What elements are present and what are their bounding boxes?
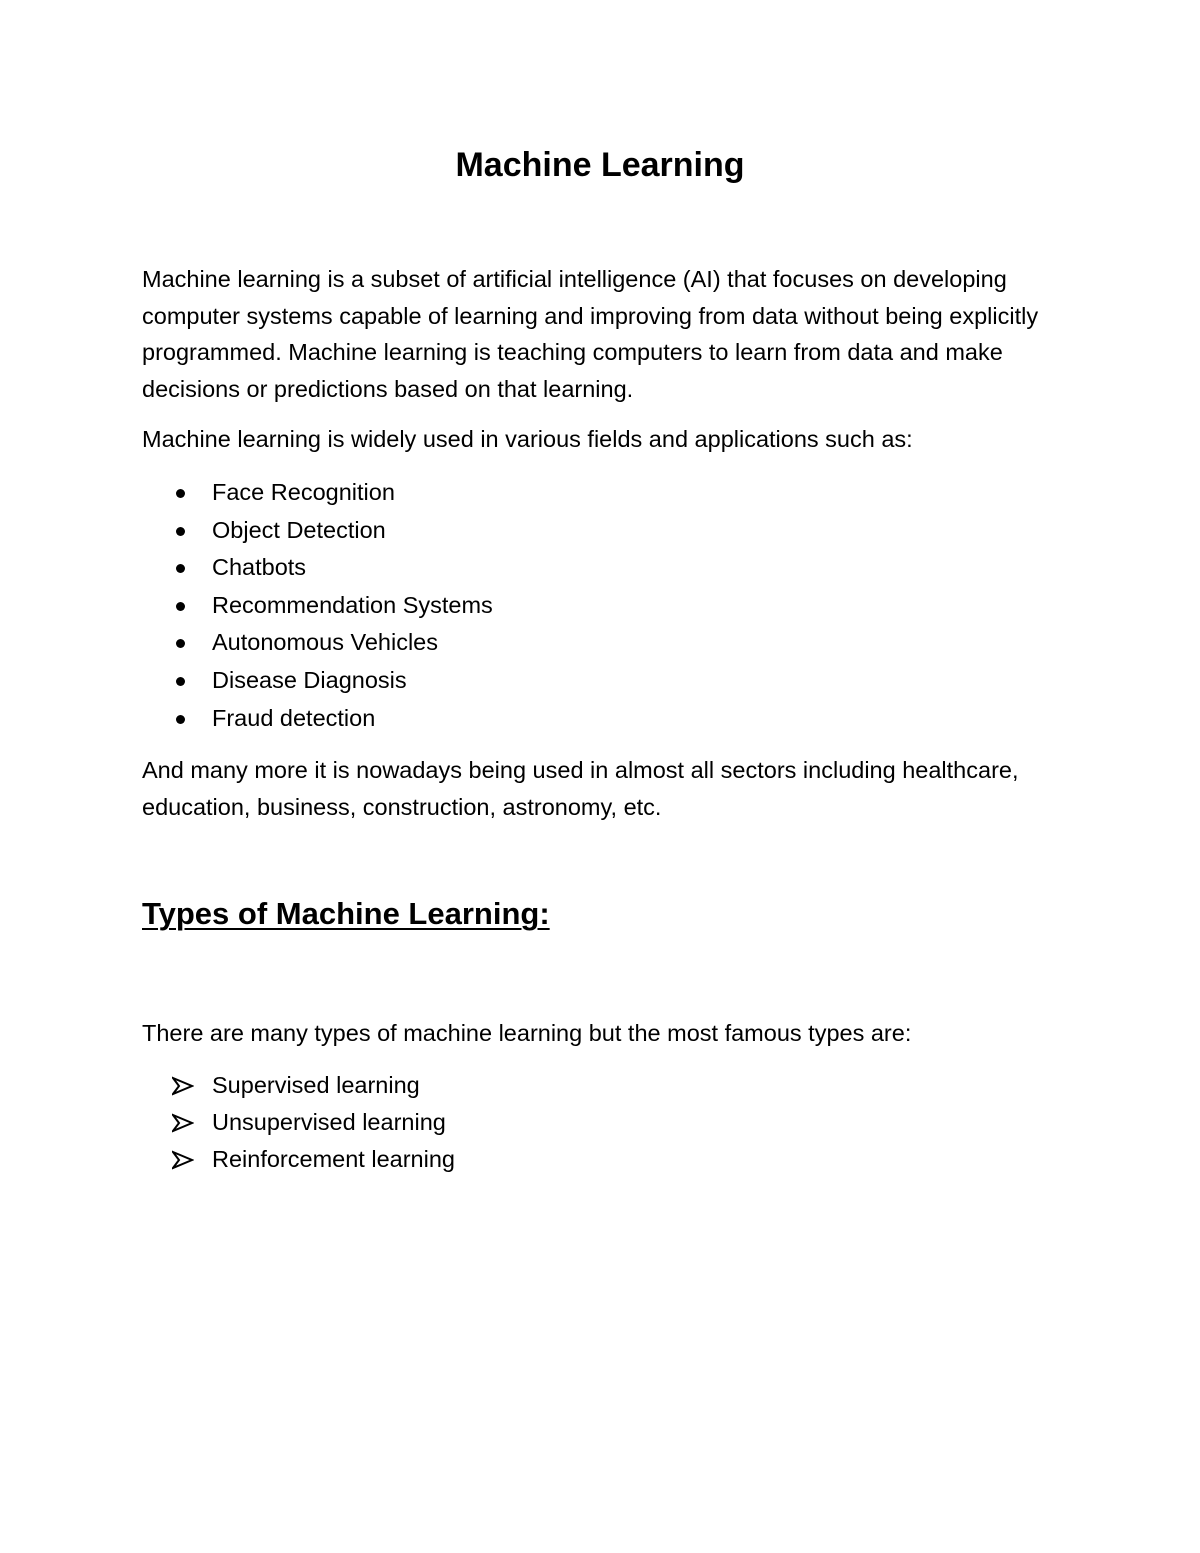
disc-bullet-icon bbox=[176, 639, 185, 648]
types-intro: There are many types of machine learning but the most famous types are: bbox=[142, 1020, 912, 1046]
list-item bbox=[172, 587, 493, 625]
arrowhead-bullet-icon bbox=[172, 1076, 194, 1096]
applications-intro: Machine learning is widely used in various fields and applications such as: bbox=[142, 426, 913, 452]
disc-bullet-icon bbox=[176, 715, 185, 724]
list-item-label: Supervised learning bbox=[212, 1072, 420, 1098]
list-item-label: Disease Diagnosis bbox=[212, 666, 407, 693]
arrowhead-bullet-icon bbox=[172, 1113, 194, 1133]
list-item bbox=[172, 474, 493, 512]
disc-bullet-icon bbox=[176, 602, 185, 611]
disc-bullet-icon bbox=[176, 489, 185, 498]
list-item bbox=[172, 1067, 455, 1104]
list-item-label: Recommendation Systems bbox=[212, 591, 493, 618]
list-item-label: Chatbots bbox=[212, 554, 307, 581]
disc-bullet-icon bbox=[176, 677, 185, 686]
list-item bbox=[172, 1141, 455, 1178]
list-item bbox=[172, 512, 493, 550]
applications-list bbox=[172, 474, 493, 737]
arrowhead-bullet-icon bbox=[172, 1150, 194, 1170]
document-title: Machine Learning bbox=[455, 146, 745, 184]
closing-paragraph: And many more it is nowadays being used in almost all sectors including healthcare, education, business, construction, astronomy, etc. bbox=[142, 757, 1019, 820]
list-item-label: Fraud detection bbox=[212, 704, 376, 731]
list-item bbox=[172, 549, 493, 587]
list-item-label: Object Detection bbox=[212, 516, 386, 543]
list-item bbox=[172, 662, 493, 700]
disc-bullet-icon bbox=[176, 527, 185, 536]
list-item bbox=[172, 624, 493, 662]
list-item bbox=[172, 1104, 455, 1141]
list-item bbox=[172, 700, 493, 738]
list-item-label: Reinforcement learning bbox=[212, 1146, 455, 1172]
types-section-heading: Types of Machine Learning: bbox=[142, 896, 550, 931]
list-item-label: Unsupervised learning bbox=[212, 1109, 446, 1135]
disc-bullet-icon bbox=[176, 564, 185, 573]
list-item-label: Autonomous Vehicles bbox=[212, 629, 439, 656]
intro-paragraph: Machine learning is a subset of artificial intelligence (AI) that focuses on developing computer systems capable of learning and improving from data without being explicitly programmed. Machine learning is teaching computers to learn from data and make decisions or predictions based on that learning. bbox=[142, 266, 1039, 402]
types-list bbox=[172, 1067, 455, 1178]
list-item-label: Face Recognition bbox=[212, 479, 395, 505]
